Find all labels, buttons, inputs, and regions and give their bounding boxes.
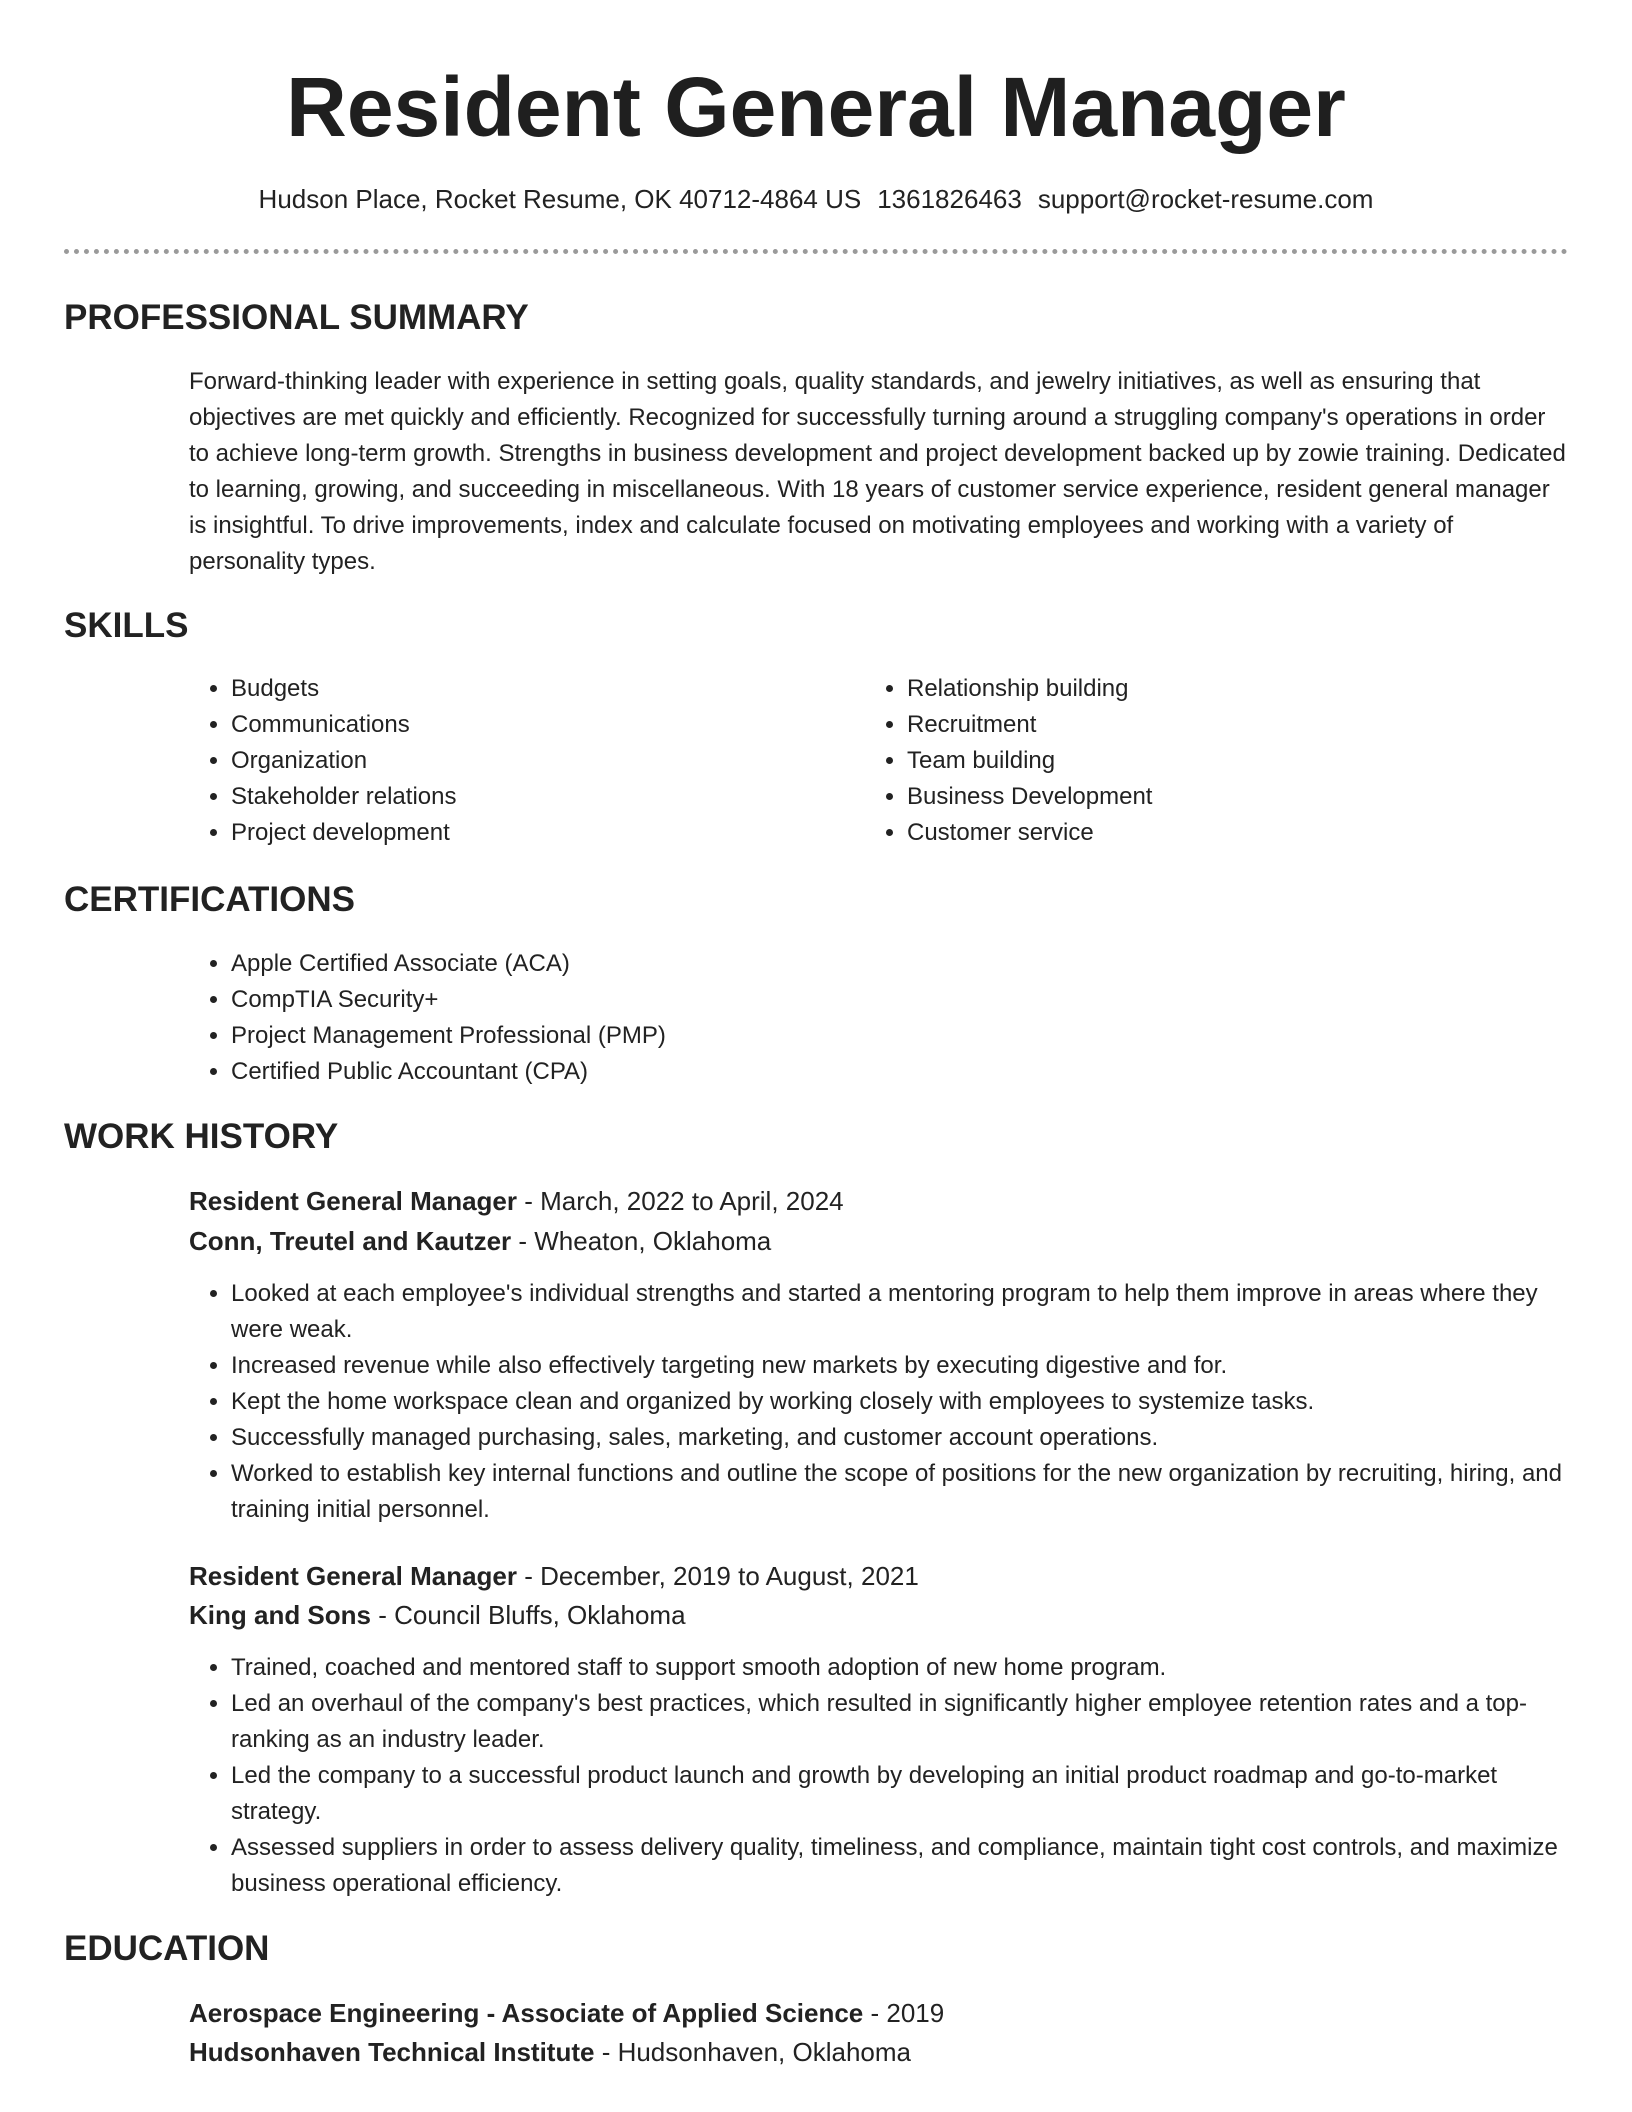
contact-phone: 1361826463 — [877, 184, 1022, 214]
skills-list-left — [187, 671, 831, 851]
job-dates: - December, 2019 to August, 2021 — [517, 1561, 919, 1591]
skill-item: • Customer service — [907, 815, 1507, 851]
education-school: Hudsonhaven Technical Institute — [189, 2037, 595, 2067]
job-role: Resident General Manager — [189, 1186, 517, 1216]
job-title-line — [189, 1183, 844, 1219]
job-bullet: • Led an overhaul of the company's best practices, which resulted in significantly higher employee retention rates and a top-ranking as an industry leader. — [231, 1686, 1571, 1758]
education-location: - Hudsonhaven, Oklahoma — [594, 2037, 911, 2067]
summary-text: Forward-thinking leader with experience in setting goals, quality standards, and jewelry initiatives, as well as ensuring that objectives are met quickly and efficiently. Recognized for successfully turning around a struggling company's operations in order to achieve long-term growth. Strengths in business development and project development backed up by zowie training. Dedicated to learning, growing, and succeeding in miscellaneous. With 18 years of customer service experience, resident general manager is insightful. To drive improvements, index and calculate focused on motivating employees and working with a variety of personality types. — [189, 368, 1566, 575]
skill-item: • Relationship building — [907, 671, 1507, 707]
skill-item: • Communications — [231, 707, 831, 743]
certification-item: • Certified Public Accountant (CPA) — [231, 1054, 1531, 1090]
job-company-line — [189, 1223, 771, 1259]
job-company-line — [189, 1597, 686, 1633]
certification-item: • CompTIA Security+ — [231, 982, 1531, 1018]
certifications-heading: CERTIFICATIONS — [64, 880, 356, 919]
job-company: King and Sons — [189, 1600, 371, 1630]
contact-address: Hudson Place, Rocket Resume, OK 40712-4864 US — [258, 184, 862, 214]
job-company: Conn, Treutel and Kautzer — [189, 1226, 512, 1256]
education-degree-line — [189, 1995, 944, 2031]
job-location: - Wheaton, Oklahoma — [511, 1226, 772, 1256]
contact-email: support@rocket-resume.com — [1037, 184, 1374, 214]
resume-name: Resident General Manager — [286, 60, 1346, 154]
skill-item: • Stakeholder relations — [231, 779, 831, 815]
summary-heading: PROFESSIONAL SUMMARY — [64, 298, 529, 337]
header-divider — [64, 249, 1568, 254]
job-bullet: • Worked to establish key internal functions and outline the scope of positions for the new organization by recruiting, hiring, and training initial personnel. — [231, 1456, 1571, 1528]
job-bullet: • Trained, coached and mentored staff to support smooth adoption of new home program. — [231, 1650, 1571, 1686]
job-bullet: • Successfully managed purchasing, sales, marketing, and customer account operations. — [231, 1420, 1571, 1456]
job-bullet: • Kept the home workspace clean and organized by working closely with employees to systemize tasks. — [231, 1384, 1571, 1420]
skill-item: • Team building — [907, 743, 1507, 779]
skills-heading: SKILLS — [64, 606, 189, 645]
skills-list-right — [863, 671, 1507, 851]
job-bullet: • Increased revenue while also effectively targeting new markets by executing digestive and for. — [231, 1348, 1571, 1384]
certifications-list — [187, 946, 1531, 1090]
education-year: - 2019 — [863, 1998, 945, 2028]
education-school-line — [189, 2034, 911, 2070]
skill-item: • Recruitment — [907, 707, 1507, 743]
skill-item: • Business Development — [907, 779, 1507, 815]
contact-line — [0, 181, 1632, 217]
job-title-line — [189, 1558, 919, 1594]
education-heading: EDUCATION — [64, 1929, 270, 1968]
education-degree: Aerospace Engineering - Associate of Applied Science — [189, 1998, 864, 2028]
job-bullet: • Looked at each employee's individual strengths and started a mentoring program to help them improve in areas where they were weak. — [231, 1276, 1571, 1348]
skill-item: • Project development — [231, 815, 831, 851]
job-location: - Council Bluffs, Oklahoma — [371, 1600, 686, 1630]
certification-item: • Project Management Professional (PMP) — [231, 1018, 1531, 1054]
certification-item: • Apple Certified Associate (ACA) — [231, 946, 1531, 982]
job-bullet: • Led the company to a successful product launch and growth by developing an initial product roadmap and go-to-market strategy. — [231, 1758, 1571, 1830]
job-bullets — [187, 1276, 1571, 1528]
work-history-heading: WORK HISTORY — [64, 1117, 339, 1156]
job-bullet: • Assessed suppliers in order to assess delivery quality, timeliness, and compliance, maintain tight cost controls, and maximize business operational efficiency. — [231, 1830, 1571, 1902]
skill-item: • Organization — [231, 743, 831, 779]
job-role: Resident General Manager — [189, 1561, 517, 1591]
job-dates: - March, 2022 to April, 2024 — [517, 1186, 844, 1216]
skill-item: • Budgets — [231, 671, 831, 707]
job-bullets — [187, 1650, 1571, 1902]
